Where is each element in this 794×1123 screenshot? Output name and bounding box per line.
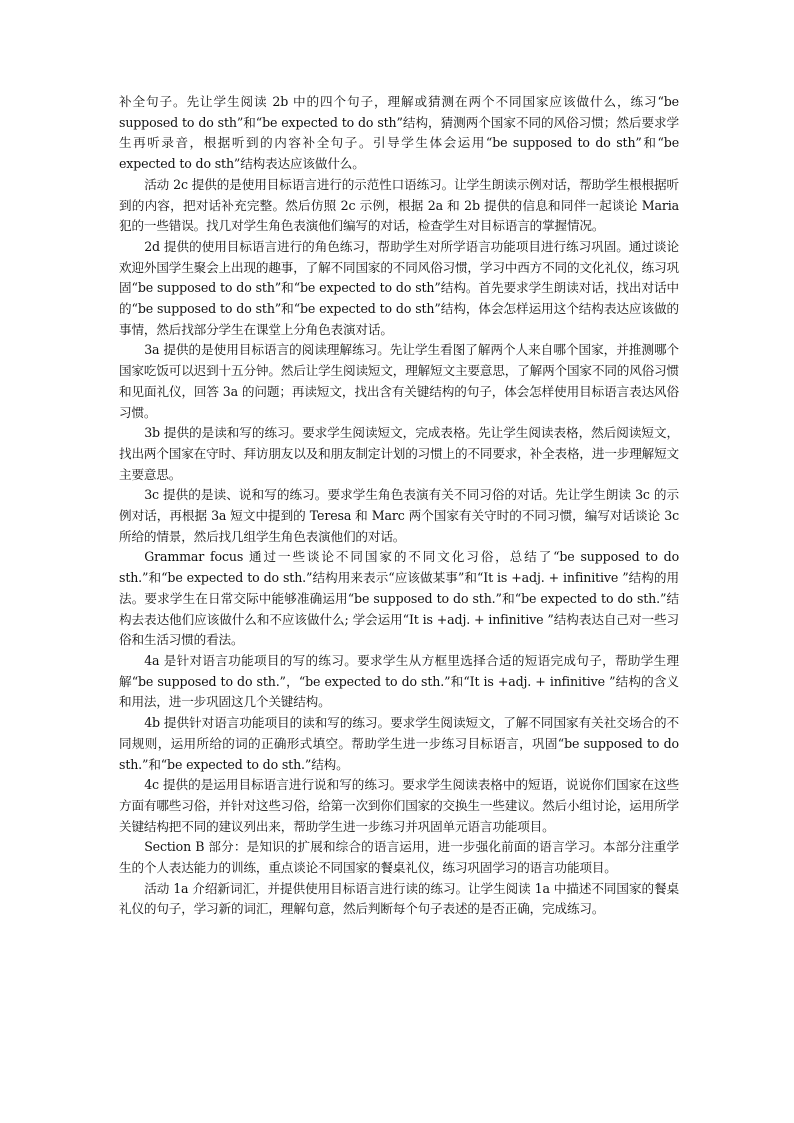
paragraph-4c-speaking-writing: 4c 提供的是运用目标语言进行说和写的练习。要求学生阅读表格中的短语，说说你们国家在这些方面有哪些习俗，并针对这些习俗，给第一次到你们国家的交换生一些建议。然后小组讨论，运用所学关键结构把不同的建议列出来，帮助学生进一步练习并巩固单元语言功能项目。 bbox=[119, 777, 679, 834]
paragraph-4a-writing: 4a 是针对语言功能项目的写的练习。要求学生从方框里选择合适的短语完成句子，帮助学生理解“be supposed to do sth.”，“be expected to do sth.”和“It is +adj. + infinitive ”结构的含义和用法，进一步巩固这几个关键结构。 bbox=[119, 652, 679, 710]
paragraph-section-b: Section B 部分：是知识的扩展和综合的语言运用，进一步强化前面的语言学习。本部分注重学生的个人表达能力的训练，重点谈论不同国家的餐桌礼仪，练习巩固学习的语言功能项目。 bbox=[119, 839, 679, 876]
paragraph-3a-reading: 3a 提供的是使用目标语言的阅读理解练习。先让学生看图了解两个人来自哪个国家，并推测哪个国家吃饭可以迟到十五分钟。然后让学生阅读短文，理解短文主要意思，了解两个国家不同的风俗习惯和见面礼仪，回答 3a 的问题；再读短文，找出含有关键结构的句子，体会怎样使用目标语言表达风俗习惯。 bbox=[119, 342, 679, 420]
paragraph-1a-vocabulary: 活动 1a 介绍新词汇，并提供使用目标语言进行读的练习。让学生阅读 1a 中描述不同国家的餐桌礼仪的句子，学习新的词汇，理解句意，然后判断每个句子表述的是否正确，完成练习。 bbox=[119, 880, 679, 917]
paragraph-2c-activity: 活动 2c 提供的是使用目标语言进行的示范性口语练习。让学生朗读示例对话，帮助学生根根据听到的内容，把对话补充完整。然后仿照 2c 示例，根据 2a 和 2b 提供的信息和同伴一起谈论 Maria 犯的一些错误。找几对学生角色表演他们编写的对话，检查学生对目标语言的掌握情况。 bbox=[119, 176, 679, 234]
paragraph-3b-reading-writing: 3b 提供的是读和写的练习。要求学生阅读短文，完成表格。先让学生阅读表格，然后阅读短文，找出两个国家在守时、拜访朋友以及和朋友制定计划的习惯上的不同要求，补全表格，进一步理解短文主要意思。 bbox=[119, 425, 679, 482]
paragraph-2b-listening: 补全句子。先让学生阅读 2b 中的四个句子，理解或猜测在两个不同国家应该做什么，练习“be supposed to do sth”和“be expected to do sth”结构，猜测两个国家不同的风俗习惯；然后要求学生再听录音，根据听到的内容补全句子。引导学生体会运用“be supposed to do sth”和“be expected to do sth”结构表达应该做什么。 bbox=[119, 94, 679, 172]
paragraph-3c-dialogue: 3c 提供的是读、说和写的练习。要求学生角色表演有关不同习俗的对话。先让学生朗读 3c 的示例对话，再根据 3a 短文中提到的 Teresa 和 Marc 两个国家有关守时的不同习惯，编写对话谈论 3c 所给的情景，然后找几组学生角色表演他们的对话。 bbox=[119, 487, 679, 544]
document-body bbox=[119, 92, 679, 920]
paragraph-2d-role-play: 2d 提供的使用目标语言进行的角色练习，帮助学生对所学语言功能项目进行练习巩固。通过谈论欢迎外国学生聚会上出现的趣事，了解不同国家的不同风俗习惯，学习中西方不同的文化礼仪，练习巩固“be supposed to do sth”和“be expected to do sth”结构。首先要求学生朗读对话，找出对话中的“be supposed to do sth”和“be expected to do sth”结构，体会怎样运用这个结构表达应该做的事情，然后找部分学生在课堂上分角色表演对话。 bbox=[119, 238, 679, 337]
paragraph-grammar-focus: Grammar focus 通过一些谈论不同国家的不同文化习俗，总结了“be supposed to do sth.”和“be expected to do sth.”结构用来表示“应该做某事”和“It is +adj. + infinitive ”结构的用法。要求学生在日常交际中能够准确运用“be supposed to do sth.”和“be expected to do sth.”结构去表达他们应该做什么和不应该做什么; 学会运用“It is +adj. + infinitive ”结构表达自己对一些习俗和生活习惯的看法。 bbox=[119, 549, 679, 648]
paragraph-4b-reading-writing: 4b 提供针对语言功能项目的读和写的练习。要求学生阅读短文，了解不同国家有关社交场合的不同规则，运用所给的词的正确形式填空。帮助学生进一步练习目标语言，巩固“be supposed to do sth.”和“be expected to do sth.”结构。 bbox=[119, 715, 679, 772]
